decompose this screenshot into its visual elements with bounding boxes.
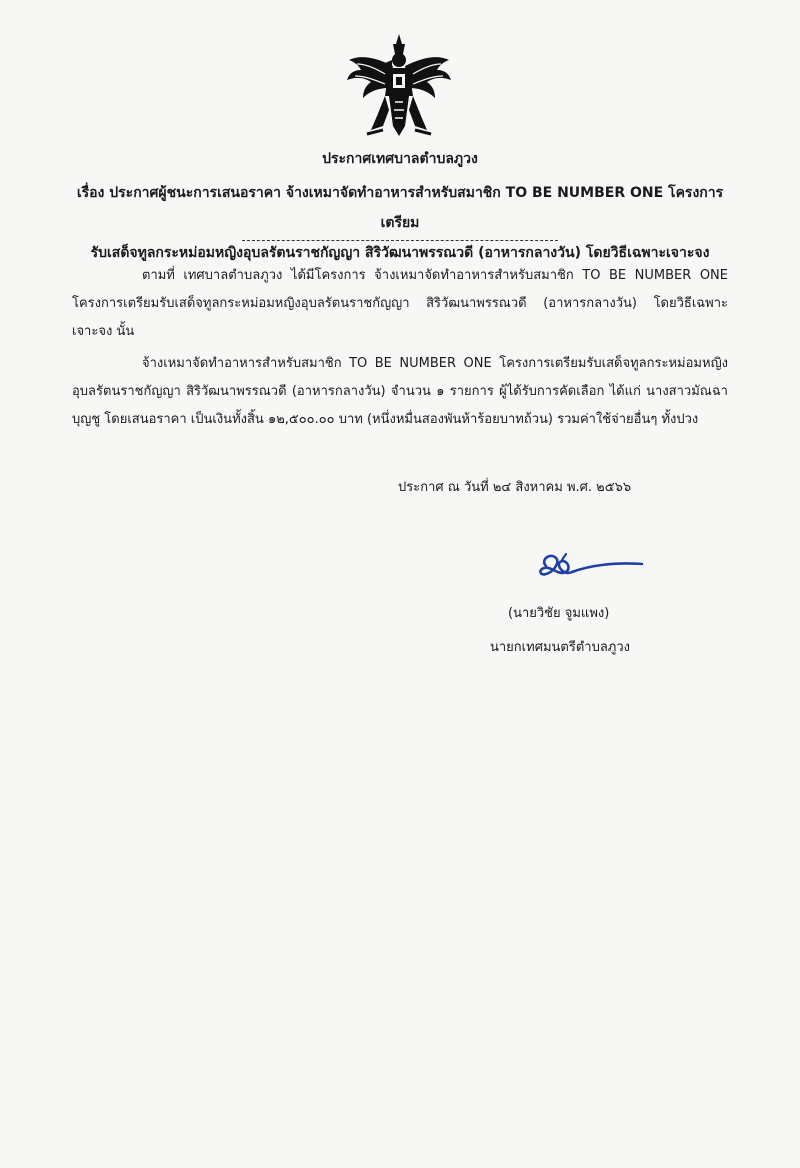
subject-block: [60, 178, 740, 268]
announcement-date: ประกาศ ณ วันที่ ๒๔ สิงหาคม พ.ศ. ๒๕๖๖: [398, 480, 632, 495]
signature-icon: [532, 546, 652, 596]
subject-line-1: เรื่อง ประกาศผู้ชนะการเสนอราคา จ้างเหมาจัดทำอาหารสำหรับสมาชิก TO BE NUMBER ONE โครงการเตรียม: [76, 185, 724, 231]
announcement-title: ประกาศเทศบาลตำบลภูวง: [322, 151, 478, 167]
signer-name: (นายวิชัย จูมแพง): [508, 606, 610, 621]
body-paragraph-1: [72, 262, 728, 346]
subject-line-2: รับเสด็จทูลกระหม่อมหญิงอุบลรัตนราชกัญญา สิริวัฒนาพรรณวดี (อาหารกลางวัน) โดยวิธีเฉพาะเจาะจง: [90, 245, 710, 261]
body-paragraph-1-text: ตามที่ เทศบาลตำบลภูวง ได้มีโครงการ จ้างเหมาจัดทำอาหารสำหรับสมาชิก TO BE NUMBER ONE โครงการเตรียมรับเสด็จทูลกระหม่อมหญิงอุบลรัตนราชกัญญา สิริวัฒนาพรรณวดี (อาหารกลางวัน) โดยวิธีเฉพาะเจาะจง นั้น: [72, 268, 728, 339]
signer-title: นายกเทศมนตรีตำบลภูวง: [490, 640, 630, 655]
garuda-emblem-icon: [343, 30, 455, 142]
body-paragraph-2: [72, 350, 728, 434]
divider-line: [242, 240, 558, 241]
body-paragraph-2-text: จ้างเหมาจัดทำอาหารสำหรับสมาชิก TO BE NUMBER ONE โครงการเตรียมรับเสด็จทูลกระหม่อมหญิงอุบลรัตนราชกัญญา สิริวัฒนาพรรณวดี (อาหารกลางวัน) จำนวน ๑ รายการ ผู้ได้รับการคัดเลือก ได้แก่ นางสาวมัณฉา บุญชู โดยเสนอราคา เป็นเงินทั้งสิ้น ๑๒,๕๐๐.๐๐ บาท (หนึ่งหมื่นสองพันห้าร้อยบาทถ้วน) รวมค่าใช้จ่ายอื่นๆ ทั้งปวง: [72, 356, 728, 427]
